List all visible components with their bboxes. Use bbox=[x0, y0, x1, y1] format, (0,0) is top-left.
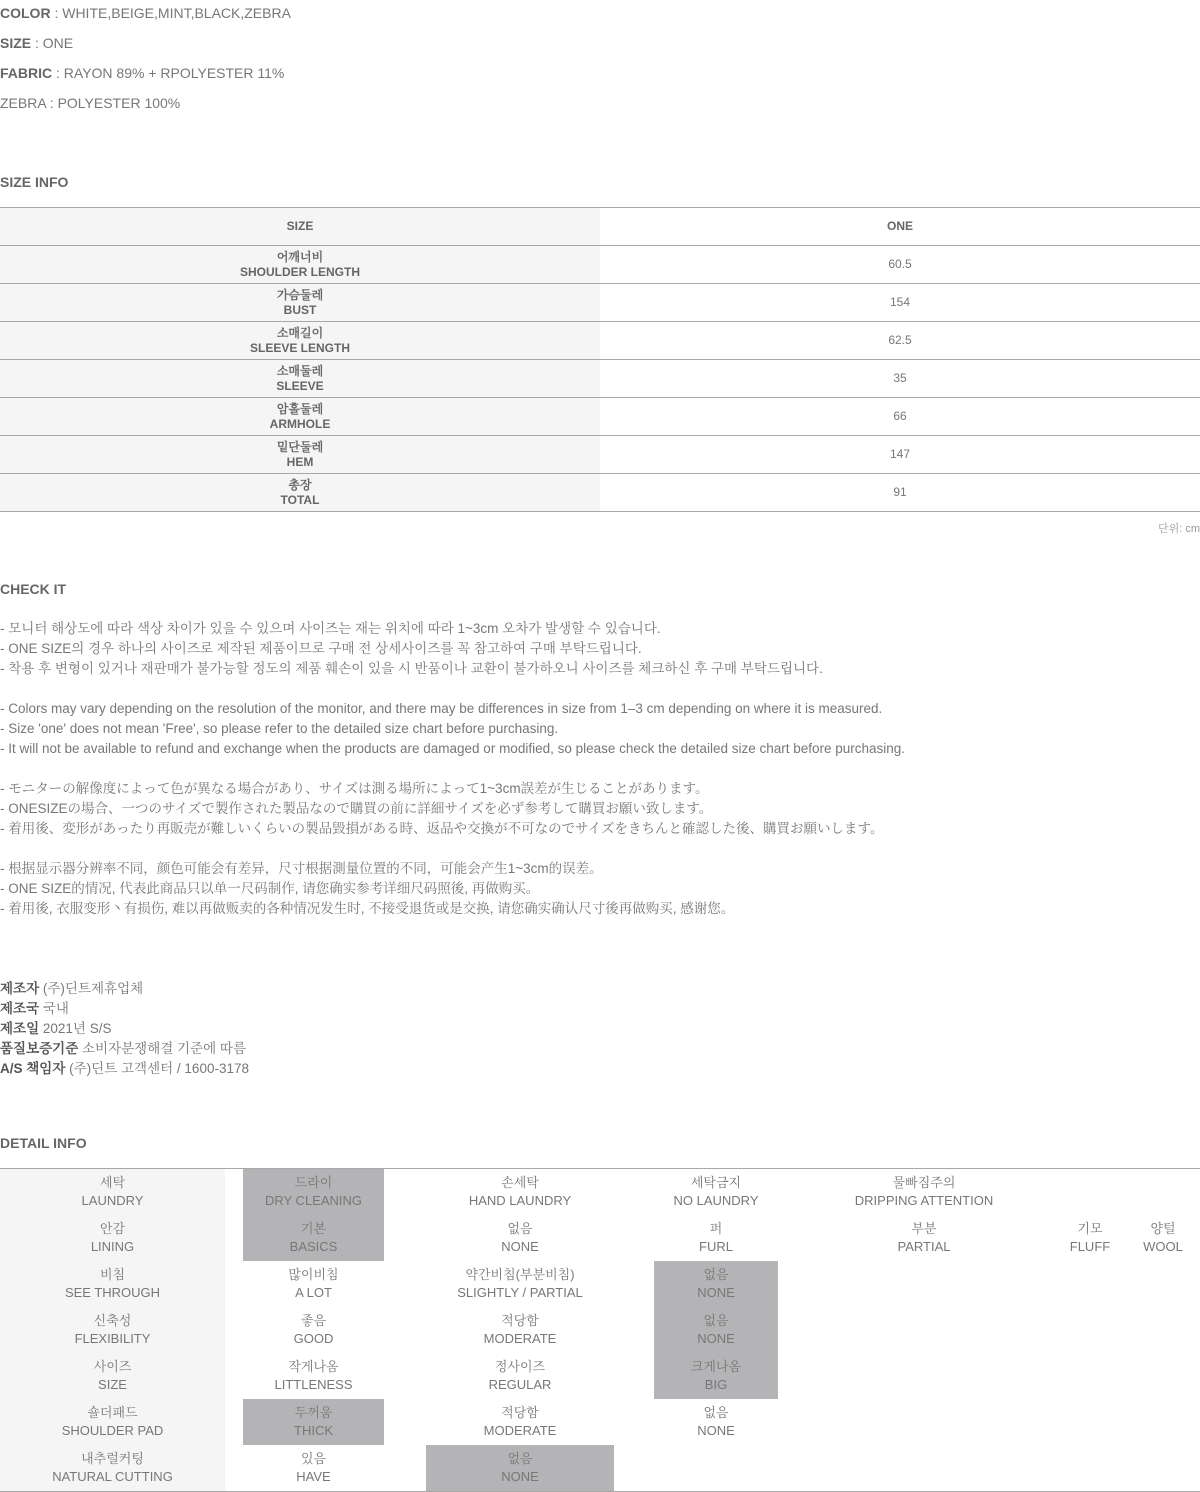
check-line-kr-3: - 착용 후 변형이 있거나 재판매가 불가능할 정도의 제품 훼손이 있을 시 반품이나 교환이 불가하오니 사이즈를 체크하신 후 구매 부탁드립니다. bbox=[0, 661, 823, 676]
detail-option: 있음 HAVE bbox=[296, 1451, 331, 1484]
detail-option: 크게나옴 BIG bbox=[654, 1353, 778, 1399]
detail-option: 많이비침 A LOT bbox=[288, 1267, 339, 1300]
table-row bbox=[0, 246, 1200, 284]
measure-kr: 총장 bbox=[288, 477, 312, 492]
measure-value: 154 bbox=[600, 284, 1200, 322]
check-line-jp-2: - ONESIZEの場合、一つのサイズで製作された製品なので購買の前に詳細サイズを必ず参考して購買お願い致します。 bbox=[0, 801, 713, 816]
measure-kr: 밑단둘레 bbox=[276, 439, 324, 454]
table-row bbox=[0, 398, 1200, 436]
measure-value: 60.5 bbox=[600, 246, 1200, 284]
check-line-kr-1: - 모니터 해상도에 따라 색상 차이가 있을 수 있으며 사이즈는 재는 위치에 따라 1~3cm 오차가 발생할 수 있습니다. bbox=[0, 621, 661, 636]
size-header-label: SIZE bbox=[0, 208, 600, 246]
detail-option: 없음 NONE bbox=[426, 1445, 614, 1491]
detail-option: 적당함 MODERATE bbox=[483, 1405, 557, 1438]
table-row bbox=[0, 474, 1200, 512]
unit-note: 단위: cm bbox=[1157, 523, 1200, 535]
detail-row-label: 숄더패드 SHOULDER PAD bbox=[61, 1405, 164, 1438]
detail-option: 세탁금지 NO LAUNDRY bbox=[673, 1175, 759, 1208]
measure-value: 35 bbox=[600, 360, 1200, 398]
manufacturer-maker: 제조자 (주)딘트제휴업체 bbox=[0, 981, 144, 996]
check-line-en-2: - Size 'one' does not mean 'Free', so please refer to the detailed size chart before purchasing. bbox=[0, 721, 559, 736]
detail-option: 두꺼움 THICK bbox=[243, 1399, 384, 1445]
detail-option: 물빠짐주의 DRIPPING ATTENTION bbox=[854, 1175, 994, 1208]
detail-row-label: 내추럴커팅 NATURAL CUTTING bbox=[52, 1451, 173, 1484]
detail-option: 손세탁 HAND LAUNDRY bbox=[468, 1175, 572, 1208]
detail-option: 없음 NONE bbox=[501, 1221, 539, 1254]
table-row bbox=[0, 360, 1200, 398]
check-line-en-1: - Colors may vary depending on the resolution of the monitor, and there may be differences in size from 1–3 cm depending on where it is measured. bbox=[0, 701, 883, 716]
measure-value: 147 bbox=[600, 436, 1200, 474]
detail-option: 정사이즈 REGULAR bbox=[488, 1359, 552, 1392]
detail-row-label: 사이즈 SIZE bbox=[93, 1359, 132, 1392]
measure-value: 62.5 bbox=[600, 322, 1200, 360]
size-info-title: SIZE INFO bbox=[0, 174, 69, 190]
measure-en: ARMHOLE bbox=[269, 416, 331, 431]
table-row bbox=[0, 284, 1200, 322]
detail-info-title: DETAIL INFO bbox=[0, 1135, 87, 1151]
detail-option: 드라이 DRY CLEANING bbox=[243, 1169, 384, 1215]
detail-row-label: 신축성 FLEXIBILITY bbox=[74, 1313, 151, 1346]
detail-option: 퍼 FURL bbox=[699, 1221, 733, 1254]
check-line-jp-3: - 着用後、変形があったり再販売が難しいくらいの製品毀損がある時、返品や交換が不可なのでサイズをきちんと確認した後、購買お願いします。 bbox=[0, 821, 884, 836]
table-row bbox=[0, 436, 1200, 474]
measure-value: 91 bbox=[600, 474, 1200, 512]
detail-grid bbox=[0, 1168, 1200, 1492]
manufacturer-warranty: 품질보증기준 소비자분쟁해결 기준에 따름 bbox=[0, 1041, 246, 1056]
spec-size: SIZE : ONE bbox=[0, 35, 74, 51]
measure-kr: 소매둘레 bbox=[276, 363, 324, 378]
size-table bbox=[0, 207, 1200, 512]
measure-kr: 암홀둘레 bbox=[276, 401, 324, 416]
detail-option: 약간비침(부분비침) SLIGHTLY / PARTIAL bbox=[457, 1267, 583, 1300]
detail-row-label: 세탁 LAUNDRY bbox=[81, 1175, 144, 1208]
measure-en: SLEEVE bbox=[276, 378, 324, 393]
spec-zebra: ZEBRA : POLYESTER 100% bbox=[0, 95, 181, 111]
size-header-value: ONE bbox=[600, 208, 1200, 246]
spec-fabric: FABRIC : RAYON 89% + RPOLYESTER 11% bbox=[0, 65, 285, 81]
detail-option: 좋음 GOOD bbox=[293, 1313, 334, 1346]
measure-en: BUST bbox=[283, 302, 317, 317]
measure-kr: 소매길이 bbox=[276, 325, 324, 340]
measure-en: TOTAL bbox=[280, 492, 320, 507]
size-table-header bbox=[0, 208, 1200, 246]
check-line-cn-3: - 着用後, 衣服变形丶有损伤, 难以再做贩卖的各种情况发生时, 不接受退货或是交换, 请您确实确认尺寸後再做购买, 感谢您。 bbox=[0, 901, 735, 916]
check-line-cn-2: - ONE SIZE的情况, 代表此商品只以单一尺码制作, 请您确实参考详细尺码照後, 再做购买。 bbox=[0, 881, 540, 896]
detail-row-label: 안감 LINING bbox=[90, 1221, 135, 1254]
detail-option: 없음 NONE bbox=[654, 1307, 778, 1353]
detail-row-label: 비침 SEE THROUGH bbox=[64, 1267, 161, 1300]
detail-option: 적당함 MODERATE bbox=[483, 1313, 557, 1346]
manufacturer-date: 제조일 2021년 S/S bbox=[0, 1021, 112, 1036]
check-it-title: CHECK IT bbox=[0, 581, 67, 597]
detail-option: 기본 BASICS bbox=[243, 1215, 384, 1261]
measure-kr: 가슴둘레 bbox=[276, 287, 324, 302]
check-line-cn-1: - 根据显示器分辨率不同，颜色可能会有差异，尺寸根据測量位置的不同，可能会产生1~3cm的误差。 bbox=[0, 861, 603, 876]
detail-option: 없음 NONE bbox=[697, 1405, 735, 1438]
measure-value: 66 bbox=[600, 398, 1200, 436]
detail-option: 양털 WOOL bbox=[1143, 1221, 1183, 1254]
measure-en: SLEEVE LENGTH bbox=[249, 340, 350, 355]
detail-option: 부분 PARTIAL bbox=[897, 1221, 951, 1254]
check-line-kr-2: - ONE SIZE의 경우 하나의 사이즈로 제작된 제품이므로 구매 전 상세사이즈를 꼭 참고하여 구매 부탁드립니다. bbox=[0, 641, 642, 656]
measure-en: SHOULDER LENGTH bbox=[240, 264, 360, 279]
manufacturer-as: A/S 책임자 (주)딘트 고객센터 / 1600-3178 bbox=[0, 1061, 249, 1076]
detail-option: 없음 NONE bbox=[654, 1261, 778, 1307]
check-line-jp-1: - モニターの解像度によって色が異なる場合があり、サイズは測る場所によって1~3cm誤差が生じることがあります。 bbox=[0, 781, 709, 796]
measure-kr: 어깨너비 bbox=[276, 249, 324, 264]
table-row bbox=[0, 322, 1200, 360]
detail-option: 기모 FLUFF bbox=[1069, 1221, 1111, 1254]
spec-color: COLOR : WHITE,BEIGE,MINT,BLACK,ZEBRA bbox=[0, 5, 291, 21]
detail-option: 작게나옴 LITTLENESS bbox=[274, 1359, 353, 1392]
check-line-en-3: - It will not be available to refund and exchange when the products are damaged or modified, so please check the detailed size chart before purchasing. bbox=[0, 741, 906, 756]
measure-en: HEM bbox=[286, 454, 314, 469]
manufacturer-country: 제조국 국내 bbox=[0, 1001, 69, 1016]
